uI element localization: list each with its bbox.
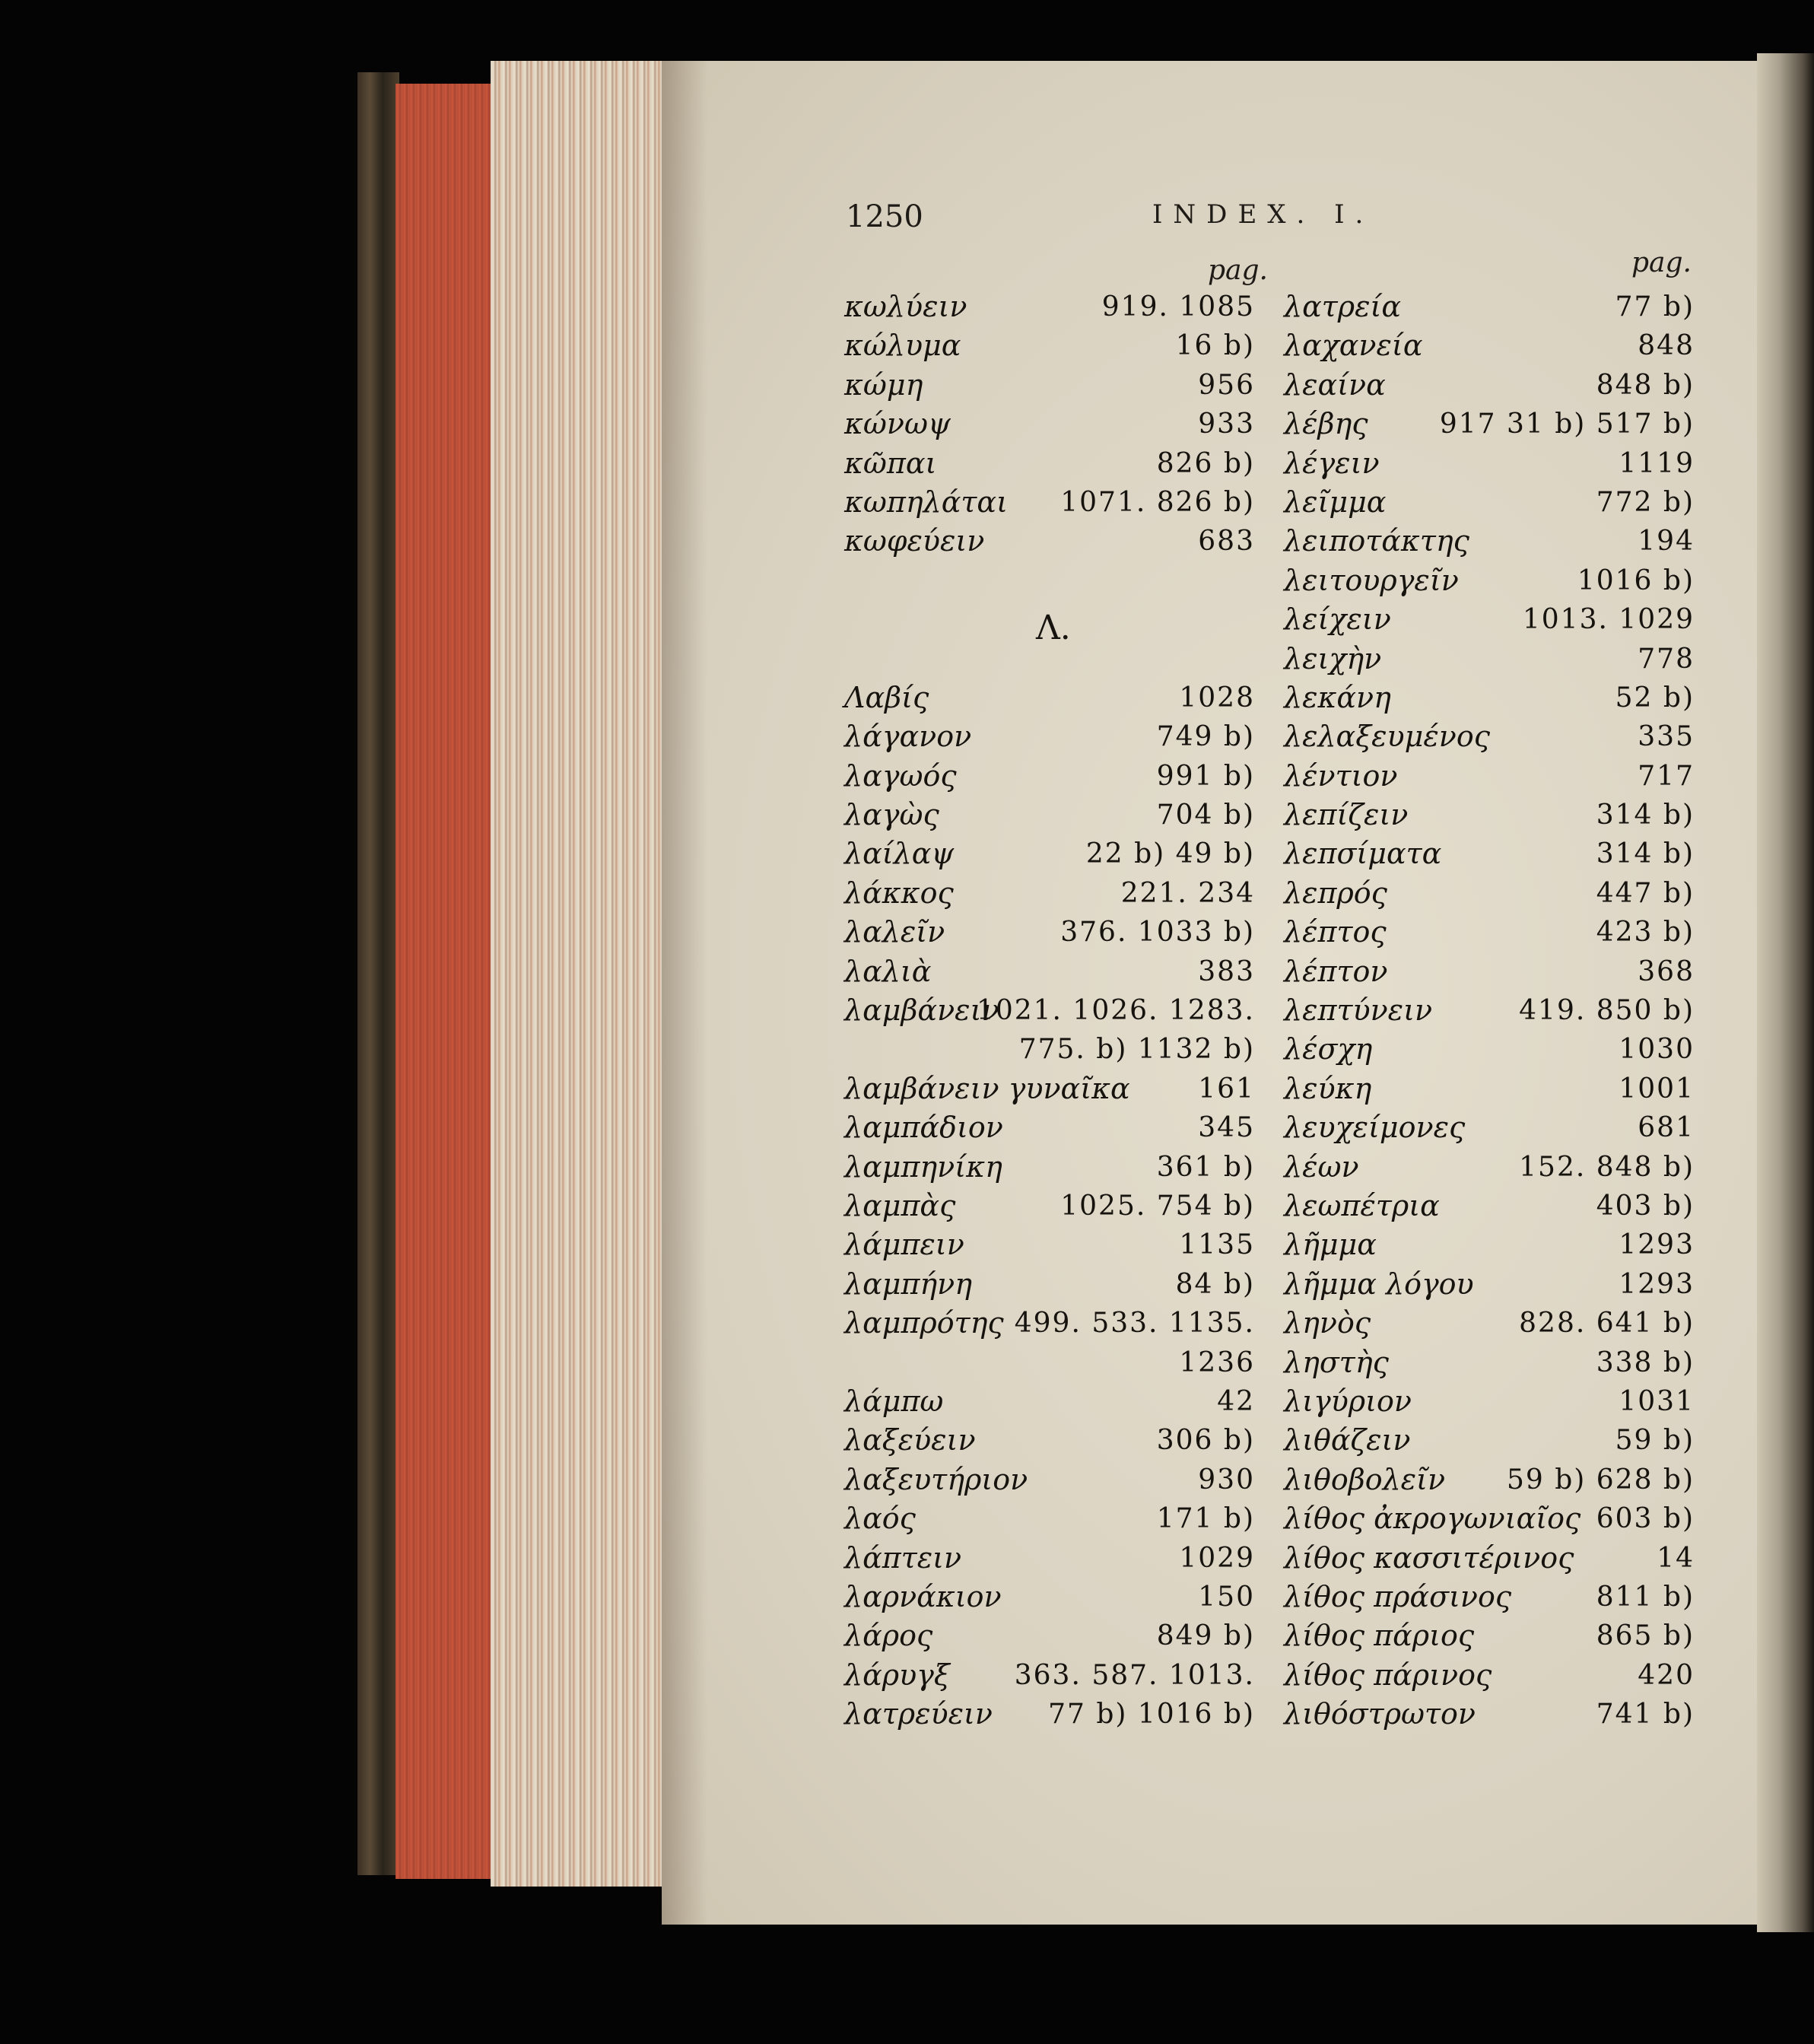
page-references: 152. 848 b) [1519, 1151, 1695, 1183]
page-references: 314 b) [1596, 838, 1695, 870]
gutter-shadow [662, 61, 707, 1925]
index-term: ληστὴς [1284, 1345, 1389, 1379]
index-entry [1284, 326, 1695, 365]
index-term: λέπτος [1284, 915, 1387, 949]
page-references: 704 b) [1156, 799, 1255, 831]
index-term: λάμπειν [844, 1228, 964, 1262]
page-edges [491, 61, 666, 1887]
index-term: λειποτάκτης [1284, 524, 1469, 558]
index-entry [1284, 1343, 1695, 1382]
index-term: λαίλαψ [844, 837, 955, 871]
index-term: λαλεῖν [844, 915, 945, 949]
index-column-right [1284, 288, 1695, 1734]
index-term: λαμβάνειν [844, 993, 999, 1028]
page-references: 811 b) [1596, 1581, 1695, 1613]
index-term: λάμπω [844, 1384, 944, 1418]
index-term: λίθος πάρινος [1284, 1658, 1492, 1692]
index-entry [1284, 1499, 1695, 1538]
page-references: 171 b) [1156, 1503, 1255, 1535]
index-entry [844, 1616, 1255, 1655]
index-entry [1284, 640, 1695, 679]
page-references: 59 b) 628 b) [1506, 1464, 1695, 1496]
index-term: λειτουργεῖν [1284, 563, 1459, 597]
index-term: κώμη [844, 367, 923, 402]
index-entry [844, 483, 1255, 522]
index-entry [1284, 952, 1695, 991]
index-entry [1284, 405, 1695, 443]
page-references: 314 b) [1596, 799, 1695, 831]
page-references: 919. 1085 [1101, 291, 1255, 323]
index-term: λαξευτήριον [844, 1462, 1028, 1496]
facing-page-edge [1757, 53, 1814, 1932]
page-references: 1293 [1619, 1268, 1695, 1300]
page-references: 363. 587. 1013. [1014, 1659, 1255, 1691]
index-entry [1284, 1695, 1695, 1734]
index-entry [1284, 796, 1695, 834]
page-references: 77 b) [1615, 291, 1695, 323]
index-term: κώνωψ [844, 407, 951, 441]
index-term: λέντιον [1284, 758, 1398, 793]
index-term: κωφεύειν [844, 524, 985, 558]
index-entry [844, 288, 1255, 326]
index-term: λαμπρότης [844, 1306, 1004, 1340]
page-references: 42 [1217, 1385, 1255, 1417]
page-references: 84 b) [1175, 1268, 1255, 1300]
index-column-left [844, 288, 1255, 1734]
index-entry [1284, 1070, 1695, 1108]
index-entry [1284, 1108, 1695, 1147]
index-entry [1284, 913, 1695, 952]
index-term: λεκάνη [1284, 680, 1391, 714]
page-references: 828. 641 b) [1519, 1308, 1695, 1340]
index-term: λεπτύνειν [1284, 993, 1433, 1028]
index-term: λαγωός [844, 758, 957, 793]
page-references: 865 b) [1596, 1620, 1695, 1652]
section-letter: Λ. [1036, 609, 1071, 647]
index-entry [844, 952, 1255, 991]
index-term: λεπίζειν [1284, 798, 1409, 832]
index-entry [844, 834, 1255, 873]
index-entry [1284, 1421, 1695, 1460]
index-term: κωλύειν [844, 290, 967, 323]
index-term: λελαξευμένος [1284, 720, 1490, 754]
index-entry [844, 366, 1255, 405]
page-references: 16 b) [1175, 330, 1255, 362]
index-term: λίθος ἀκρογωνιαῖος [1284, 1502, 1581, 1536]
index-term: λεπσίματα [1284, 837, 1442, 871]
index-term: λειχὴν [1284, 641, 1382, 676]
index-term: λάρυγξ [844, 1658, 950, 1692]
page-references: 1236 [1179, 1346, 1255, 1378]
index-entry [844, 1656, 1255, 1695]
pag-heading-right: pag. [1631, 247, 1692, 278]
page-references: 1119 [1619, 447, 1695, 479]
page-references: 1016 b) [1577, 564, 1695, 596]
page-references: 1013. 1029 [1522, 604, 1695, 636]
index-entry [844, 1695, 1255, 1734]
index-entry [1284, 991, 1695, 1030]
index-entry [844, 991, 1255, 1030]
index-entry [844, 1148, 1255, 1187]
index-entry [844, 874, 1255, 913]
pag-heading-left: pag. [1208, 255, 1268, 286]
index-entry [844, 717, 1255, 756]
index-entry [1284, 1656, 1695, 1695]
index-entry [1284, 1539, 1695, 1578]
index-entry [1284, 1030, 1695, 1069]
page-references: 848 b) [1596, 369, 1695, 401]
index-term: λείχειν [1284, 602, 1391, 637]
index-entry [1284, 1461, 1695, 1499]
page-references: 1293 [1619, 1229, 1695, 1261]
index-entry [844, 1461, 1255, 1499]
index-entry [1284, 522, 1695, 561]
index-entry [844, 1578, 1255, 1616]
page-references: 1135 [1179, 1229, 1255, 1261]
index-entry [844, 600, 1255, 639]
index-term: λατρεύειν [844, 1697, 993, 1731]
page-references: 194 [1638, 526, 1695, 558]
index-term: λαμβάνειν γυναῖκα [844, 1071, 1130, 1105]
page-references: 419. 850 b) [1519, 995, 1695, 1027]
page-references: 420 [1638, 1659, 1695, 1691]
page-references: 306 b) [1156, 1425, 1255, 1457]
page-references: 956 [1198, 369, 1255, 401]
index-term: λατρεία [1284, 290, 1402, 323]
page-references: 403 b) [1596, 1190, 1695, 1222]
index-entry [1284, 1148, 1695, 1187]
page-references: 52 b) [1615, 682, 1695, 714]
page-references: 221. 234 [1120, 877, 1255, 909]
index-entry [1284, 444, 1695, 483]
index-term: λάρος [844, 1619, 933, 1653]
index-entry [844, 1304, 1255, 1343]
page-references: 447 b) [1596, 877, 1695, 909]
index-term: λαλιὰ [844, 954, 932, 988]
index-entry [844, 561, 1255, 600]
index-entry [844, 1265, 1255, 1304]
page-references: 741 b) [1596, 1699, 1695, 1731]
page-references: 933 [1198, 408, 1255, 440]
page-references: 772 b) [1596, 486, 1695, 518]
index-term: ληνὸς [1284, 1306, 1371, 1340]
index-entry [1284, 288, 1695, 326]
page-references: 749 b) [1156, 721, 1255, 753]
page-references: 1021. 1026. 1283. [976, 995, 1255, 1027]
book-spine [357, 72, 399, 1875]
page-references: 150 [1198, 1581, 1255, 1613]
index-entry [1284, 874, 1695, 913]
index-term: λιθάζειν [1284, 1423, 1411, 1458]
index-entry [844, 679, 1255, 717]
index-term: λαχανεία [1284, 329, 1423, 363]
index-term: λάγανον [844, 720, 972, 754]
index-term: λέπτον [1284, 954, 1388, 988]
index-term: λίθος πάριος [1284, 1619, 1475, 1653]
page-references: 1028 [1179, 682, 1255, 714]
index-term: λῆμμα [1284, 1228, 1377, 1262]
index-term: λάκκος [844, 876, 954, 910]
page-references: 683 [1198, 526, 1255, 558]
index-term: λαγὼς [844, 798, 939, 832]
index-entry [1284, 561, 1695, 600]
index-entry [844, 444, 1255, 483]
page-references: 383 [1198, 955, 1255, 987]
page-references: 22 b) 49 b) [1085, 838, 1255, 870]
index-entry [1284, 483, 1695, 522]
page-references: 1025. 754 b) [1060, 1190, 1255, 1222]
index-entry [1284, 757, 1695, 796]
page-references: 775. b) 1132 b) [1018, 1034, 1255, 1066]
index-term: λαμπήνη [844, 1267, 973, 1301]
index-entry [1284, 1225, 1695, 1264]
index-entry [844, 913, 1255, 952]
page-number: 1250 [846, 199, 923, 234]
page-references: 681 [1638, 1112, 1695, 1144]
index-term: Λαβίς [844, 680, 929, 714]
page-references: 376. 1033 b) [1060, 917, 1255, 949]
page-references: 361 b) [1156, 1151, 1255, 1183]
index-entry [1284, 717, 1695, 756]
red-page-edges [396, 84, 494, 1879]
page-references: 826 b) [1156, 447, 1255, 479]
index-term: λεωπέτρια [1284, 1188, 1440, 1222]
page-references: 717 [1638, 760, 1695, 792]
running-title: INDEX. I. [1152, 199, 1374, 230]
index-term: λαμπάδιον [844, 1111, 1003, 1145]
page-references: 345 [1198, 1112, 1255, 1144]
page-references: 1071. 826 b) [1060, 486, 1255, 518]
page-references: 77 b) 1016 b) [1048, 1699, 1255, 1731]
index-term: κωπηλάται [844, 485, 1008, 519]
index-term: λιγύριον [1284, 1384, 1412, 1418]
index-entry [844, 640, 1255, 679]
index-entry [844, 1499, 1255, 1538]
page-references: 1029 [1179, 1542, 1255, 1574]
page-references: 603 b) [1596, 1503, 1695, 1535]
index-term: λιθοβολεῖν [1284, 1462, 1446, 1496]
page-references: 368 [1638, 955, 1695, 987]
index-term: λέβης [1284, 407, 1368, 441]
index-entry [844, 1070, 1255, 1108]
index-term: λαρνάκιον [844, 1579, 1002, 1613]
index-entry [844, 1539, 1255, 1578]
index-term: λαμπηνίκη [844, 1149, 1002, 1184]
page-references: 338 b) [1596, 1346, 1695, 1378]
page-references: 1031 [1619, 1385, 1695, 1417]
index-term: λέων [1284, 1149, 1359, 1184]
page-references: 14 [1657, 1542, 1695, 1574]
index-term: λίθος κασσιτέρινος [1284, 1540, 1574, 1575]
index-entry [844, 522, 1255, 561]
index-entry [844, 757, 1255, 796]
index-entry [1284, 1616, 1695, 1655]
page-references: 1001 [1619, 1073, 1695, 1105]
index-term: λεύκη [1284, 1071, 1372, 1105]
index-entry [844, 405, 1255, 443]
page-references: 161 [1198, 1073, 1255, 1105]
index-entry [844, 326, 1255, 365]
page-references: 991 b) [1156, 760, 1255, 792]
index-term: λαμπὰς [844, 1188, 956, 1222]
page-references: 499. 533. 1135. [1014, 1308, 1255, 1340]
index-entry [1284, 366, 1695, 405]
index-entry [1284, 600, 1695, 639]
index-entry [844, 796, 1255, 834]
index-term: λῆμμα λόγου [1284, 1267, 1474, 1301]
index-term: κώλυμα [844, 329, 961, 363]
index-entry [844, 1030, 1255, 1069]
index-entry [844, 1382, 1255, 1421]
index-entry [1284, 1304, 1695, 1343]
index-term: λεαίνα [1284, 367, 1386, 402]
index-term: λιθόστρωτον [1284, 1697, 1476, 1731]
index-term: λεπρός [1284, 876, 1387, 910]
page-references: 917 31 b) 517 b) [1439, 408, 1695, 440]
index-term: λάπτειν [844, 1540, 962, 1575]
page-references: 335 [1638, 721, 1695, 753]
index-entry [1284, 679, 1695, 717]
index-entry [844, 1108, 1255, 1147]
index-entry [1284, 1578, 1695, 1616]
page-references: 778 [1638, 643, 1695, 675]
index-term: λέγειν [1284, 446, 1380, 480]
index-term: λίθος πράσινος [1284, 1579, 1512, 1613]
page-references: 849 b) [1156, 1620, 1255, 1652]
page-references: 848 [1638, 330, 1695, 362]
index-entry [844, 1225, 1255, 1264]
index-entry [1284, 1187, 1695, 1225]
index-entry [1284, 834, 1695, 873]
page-references: 59 b) [1615, 1425, 1695, 1457]
index-term: κῶπαι [844, 446, 937, 480]
index-term: λαξεύειν [844, 1423, 976, 1458]
index-entry [844, 1343, 1255, 1382]
index-term: λευχείμονες [1284, 1111, 1466, 1145]
index-term: λεῖμμα [1284, 485, 1387, 519]
page-references: 930 [1198, 1464, 1255, 1496]
page-references: 1030 [1619, 1034, 1695, 1066]
page-references: 423 b) [1596, 917, 1695, 949]
index-entry [844, 1187, 1255, 1225]
index-entry [1284, 1265, 1695, 1304]
index-term: λέσχη [1284, 1032, 1373, 1067]
index-term: λαός [844, 1502, 916, 1536]
index-entry [1284, 1382, 1695, 1421]
index-entry [844, 1421, 1255, 1460]
